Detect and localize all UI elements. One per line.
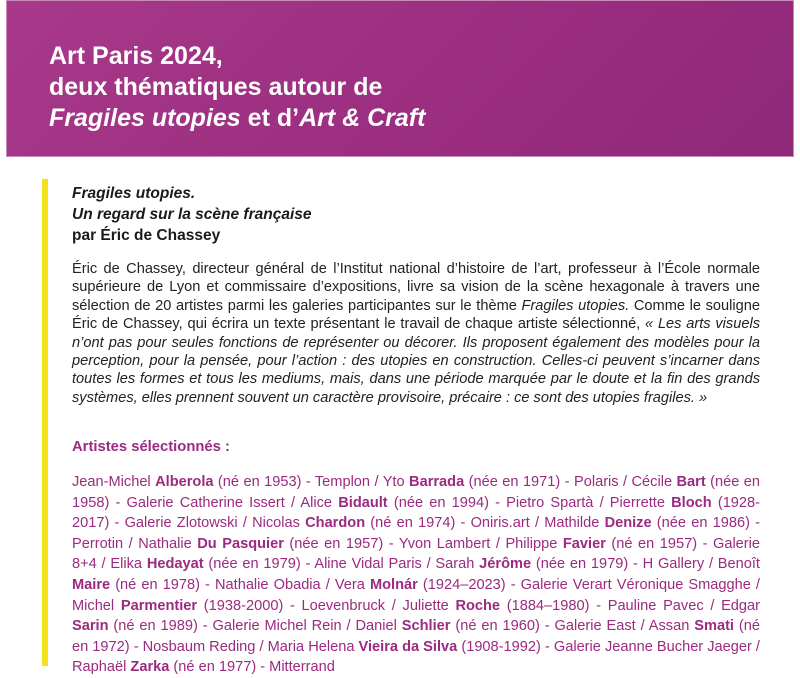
artist-first-name: Nathalie: [138, 535, 198, 552]
page-title: [49, 41, 425, 134]
artist-first-name: Maria Helena: [267, 638, 359, 655]
artist-last-name: Maire: [72, 576, 111, 593]
artists-heading: Artistes sélectionnés :: [72, 439, 230, 455]
artist-last-name: Du Pasquier: [197, 535, 284, 552]
artist-first-name: Juliette: [402, 597, 456, 614]
artist-last-name: Roche: [455, 597, 501, 614]
body-middle: Comme le souligne Éric de Chassey, qui écrira un texte présentant le travail de chaque artiste sélectionné,: [72, 297, 760, 333]
artist-last-name: Zarka: [130, 659, 170, 676]
artist-info: (né en 1974) - Oniris.art: [365, 515, 530, 532]
artist-first-name: Alice: [300, 494, 339, 511]
artist-first-name: Michel: [72, 597, 121, 614]
artist-first-name: Nicolas: [252, 515, 306, 532]
artist-first-name: Raphaël: [72, 659, 131, 676]
body-intro: Éric de Chassey, directeur général de l’Institut national d’histoire de l’art, professeur à l’École normale supérieure de Lyon et commissaire d’expositions, livre sa vision de la scène hexagonale à travers une sélection de 20 artistes parmi les galeries participantes sur le thème: [72, 261, 760, 314]
title-connector: et d’: [240, 104, 300, 132]
artist-entry: [300, 495, 593, 511]
artist-info: (née en 1994) - Pietro Spartà: [387, 494, 594, 511]
artist-info: (1924–2023) - Galerie Verart Véronique Smagghe: [417, 576, 751, 593]
body-quote: « Les arts visuels n’ont pas pour seules fonctions de représenter ou décorer. Ils proposent également des modèles pour la perception, pour la pensée, pour l’action : des utopies en construction. Celles-ci peuvent s’incarner dans toutes les formes et tous les mediums, mais, dans une période marquée par le doute et la fin des grands systèmes, elles prennent souvent un caractère provisoire, précaire : ce sont des utopies fragiles. »: [72, 316, 760, 406]
title-line-2: deux thématiques autour de: [49, 73, 383, 101]
artist-info: (né en 1960) - Galerie East: [450, 618, 636, 635]
subtitle-line-1: Fragiles utopies.: [72, 185, 196, 202]
artist-last-name: Schlier: [401, 618, 451, 635]
artist-first-name: Elika: [110, 556, 147, 573]
artist-last-name: Vieira da Silva: [358, 638, 458, 655]
artist-entry: [356, 618, 636, 634]
artist-last-name: Barrada: [409, 474, 465, 490]
header-banner: [6, 0, 794, 157]
artist-info: (1928-2017) - Galerie Zlotowski: [72, 494, 761, 532]
title-line-1: Art Paris 2024,: [49, 42, 223, 70]
artist-first-name: Edgar: [721, 597, 761, 614]
artist-entry: [110, 556, 421, 572]
artist-first-name: Cécile: [631, 474, 677, 490]
artist-last-name: Alberola: [155, 474, 214, 490]
artist-last-name: Chardon: [305, 515, 366, 532]
artist-info: (né en 1953) - Templon: [213, 474, 371, 490]
accent-bar: [42, 179, 48, 666]
body-theme: Fragiles utopies.: [521, 297, 630, 314]
artist-info: (1884–1980) - Pauline Pavec: [500, 597, 704, 614]
artist-first-name: Vera: [334, 576, 370, 593]
artist-last-name: Bart: [676, 474, 706, 490]
artist-entry: [252, 515, 530, 531]
title-theme-2: Art & Craft: [299, 104, 426, 132]
artist-last-name: Molnár: [369, 576, 418, 593]
artist-first-name: Pierrette: [609, 494, 672, 511]
artist-info: (née en 1957) - Yvon Lambert: [283, 535, 491, 552]
subtitle-line-3: par Éric de Chassey: [72, 227, 221, 244]
artist-entry: [403, 598, 704, 614]
artist-first-name: Benoît: [717, 556, 760, 573]
artist-entry: [335, 577, 751, 593]
artist-entry: [383, 474, 619, 490]
artists-list: Jean-Michel Alberola (né en 1953) - Templon / Yto Barrada (née en 1971) - Polaris / Cécile Bart (née en 1958) - Galerie Catherine Issert / Alice Bidault (née en 1994) - Pietro Spartà / Pierrette Bloch (1928-2017) - Galerie Zlotowski / Nicolas Chardon (né en 1974) - Oniris.art / Mathilde Denize (née en 1986) - Perrotin / Nathalie Du Pasquier (née en 1957) - Yvon Lambert / Philippe Favier (né en 1957) - Galerie 8+4 / Elika Hedayat (née en 1979) - Aline Vidal Paris / Sarah Jérôme (née en 1979) - H Gallery / Benoît Maire (né en 1978) - Nathalie Obadia / Vera Molnár (1924–2023) - Galerie Verart Véronique Smagghe / Michel Parmentier (1938-2000) - Loevenbruck / Juliette Roche (1884–1980) - Pauline Pavec / Edgar Sarin (né en 1989) - Galerie Michel Rein / Daniel Schlier (né en 1960) - Galerie East / Assan Smati (né en 1972) - Nosbaum Reding / Maria Helena Vieira da Silva (1908-1992) - Galerie Jeanne Bucher Jaeger / Raphaël Zarka (né en 1977) - Mitterrand: [72, 474, 761, 676]
artist-entry: [72, 659, 335, 675]
artist-entry: [72, 474, 370, 490]
artist-info: (née en 1979) - Aline Vidal Paris: [203, 556, 422, 573]
artist-info: (née en 1958) - Galerie Catherine Issert: [72, 474, 760, 511]
artist-first-name: Jean-Michel: [72, 474, 156, 490]
artist-entry: [72, 598, 385, 614]
body-paragraph: [72, 260, 760, 407]
artist-info: (né en 1977) - Mitterrand: [169, 659, 335, 676]
artist-info: (né en 1989) - Galerie Michel Rein: [108, 618, 342, 635]
artist-first-name: Daniel: [355, 618, 402, 635]
title-theme-1: Fragiles utopies: [49, 104, 241, 132]
artist-first-name: Philippe: [505, 535, 563, 552]
artist-entry: [268, 639, 752, 655]
artist-first-name: Mathilde: [544, 515, 605, 532]
artist-first-name: Sarah: [435, 556, 480, 573]
title-line-3: [49, 103, 425, 134]
artist-info: (né en 1978) - Nathalie Obadia: [110, 576, 321, 593]
artist-last-name: Smati: [694, 618, 734, 635]
artist-info: (1938-2000) - Loevenbruck: [197, 597, 386, 614]
artist-last-name: Hedayat: [146, 556, 204, 573]
artist-info: (né en 1957) - Galerie 8+4: [72, 535, 761, 573]
artist-info: (née en 1986) - Perrotin: [72, 515, 760, 552]
artist-last-name: Bloch: [671, 494, 712, 511]
artist-last-name: Parmentier: [120, 597, 198, 614]
subtitle-line-2: Un regard sur la scène française: [72, 206, 312, 223]
artist-last-name: Denize: [604, 515, 652, 532]
artist-info: (1908-1992) - Galerie Jeanne Bucher Jaeger: [457, 638, 752, 655]
artist-last-name: Favier: [562, 535, 606, 552]
artist-entry: [435, 556, 704, 572]
artist-last-name: Jérôme: [479, 556, 532, 573]
artist-last-name: Bidault: [338, 494, 388, 511]
artist-info: (né en 1972) - Nosbaum Reding: [72, 618, 761, 655]
artist-last-name: Sarin: [72, 618, 109, 635]
artist-first-name: Assan: [648, 618, 695, 635]
section-subtitle: [72, 183, 312, 246]
artist-first-name: Yto: [382, 474, 410, 490]
artist-entry: [138, 536, 490, 552]
artist-info: (née en 1971) - Polaris: [464, 474, 619, 490]
artist-info: (née en 1979) - H Gallery: [531, 556, 705, 573]
